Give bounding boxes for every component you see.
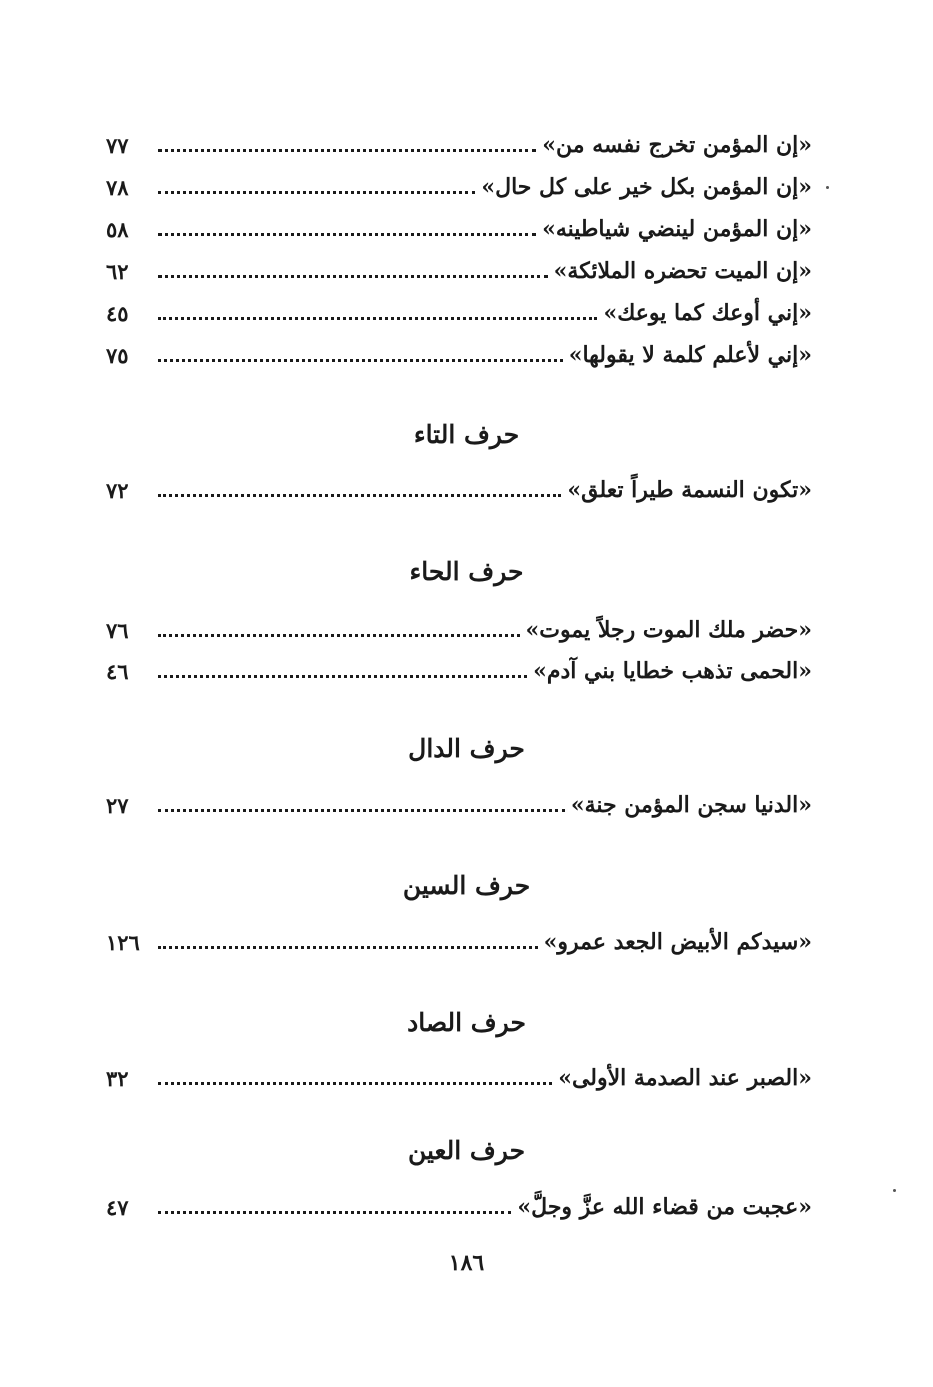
scan-speck (893, 1189, 896, 1192)
entry-text: «إن الميت تحضره الملائكة» (553, 258, 812, 284)
entry-page-number: ٧٥ (106, 342, 129, 368)
leader-dots (158, 135, 536, 152)
entry-text: «إن المؤمن لينضي شياطينه» (542, 216, 812, 242)
entry-text: «حضر ملك الموت رجلاً يموت» (525, 617, 812, 643)
entry-text: «سيدكم الأبيض الجعد عمرو» (543, 929, 812, 955)
index-entry (100, 251, 812, 291)
section-heading: حرف الدال (408, 734, 525, 763)
scan-speck (826, 186, 829, 189)
section-heading: حرف الحاء (409, 557, 524, 586)
leader-dots (158, 932, 538, 949)
entry-page-number: ٤٥ (106, 300, 129, 326)
entry-text: «إن المؤمن تخرج نفسه من» (542, 132, 812, 158)
entry-page-number: ٤٧ (106, 1194, 129, 1220)
leader-dots (158, 303, 597, 320)
entry-text: «الحمى تذهب خطايا بني آدم» (533, 658, 812, 684)
entry-text: «إني لأعلم كلمة لا يقولها» (568, 342, 812, 368)
index-entry (100, 785, 812, 825)
section-heading: حرف التاء (413, 420, 520, 449)
leader-dots (158, 480, 561, 497)
index-entry (100, 293, 812, 333)
index-entry (100, 209, 812, 249)
entry-page-number: ٧٧ (106, 132, 129, 158)
entry-text: «تكون النسمة طيراً تعلق» (567, 477, 812, 503)
index-entry (100, 610, 812, 650)
entry-text: «الدنيا سجن المؤمن جنة» (570, 792, 812, 818)
leader-dots (158, 219, 536, 236)
leader-dots (158, 345, 563, 362)
entry-page-number: ٧٨ (106, 174, 129, 200)
leader-dots (158, 1068, 552, 1085)
section-heading: حرف العين (407, 1136, 526, 1165)
entry-text: «إن المؤمن بكل خير على كل حال» (481, 174, 812, 200)
index-entry (100, 470, 812, 510)
leader-dots (158, 620, 520, 637)
entry-page-number: ٣٢ (106, 1065, 129, 1091)
index-entry (100, 922, 812, 962)
index-entry (100, 651, 812, 691)
entry-text: «الصبر عند الصدمة الأولى» (558, 1065, 812, 1091)
index-entry (100, 1187, 812, 1227)
index-entry (100, 335, 812, 375)
section-heading: حرف السين (402, 871, 531, 900)
leader-dots (158, 1197, 511, 1214)
entry-page-number: ٤٦ (106, 658, 129, 684)
entry-page-number: ٢٧ (106, 792, 129, 818)
leader-dots (158, 261, 548, 278)
leader-dots (158, 661, 527, 678)
leader-dots (158, 795, 565, 812)
index-entry (100, 1058, 812, 1098)
leader-dots (158, 177, 475, 194)
index-entry (100, 125, 812, 165)
section-heading: حرف الصاد (407, 1008, 526, 1037)
entry-text: «عجبت من قضاء الله عزَّ وجلَّ» (517, 1194, 812, 1220)
entry-page-number: ١٢٦ (106, 929, 140, 955)
entry-page-number: ٥٨ (106, 216, 129, 242)
entry-page-number: ٧٦ (106, 617, 129, 643)
entry-page-number: ٦٢ (106, 258, 129, 284)
page-number: ١٨٦ (448, 1250, 485, 1276)
entry-text: «إني أوعك كما يوعك» (603, 300, 812, 326)
index-entry (100, 167, 812, 207)
entry-page-number: ٧٢ (106, 477, 129, 503)
